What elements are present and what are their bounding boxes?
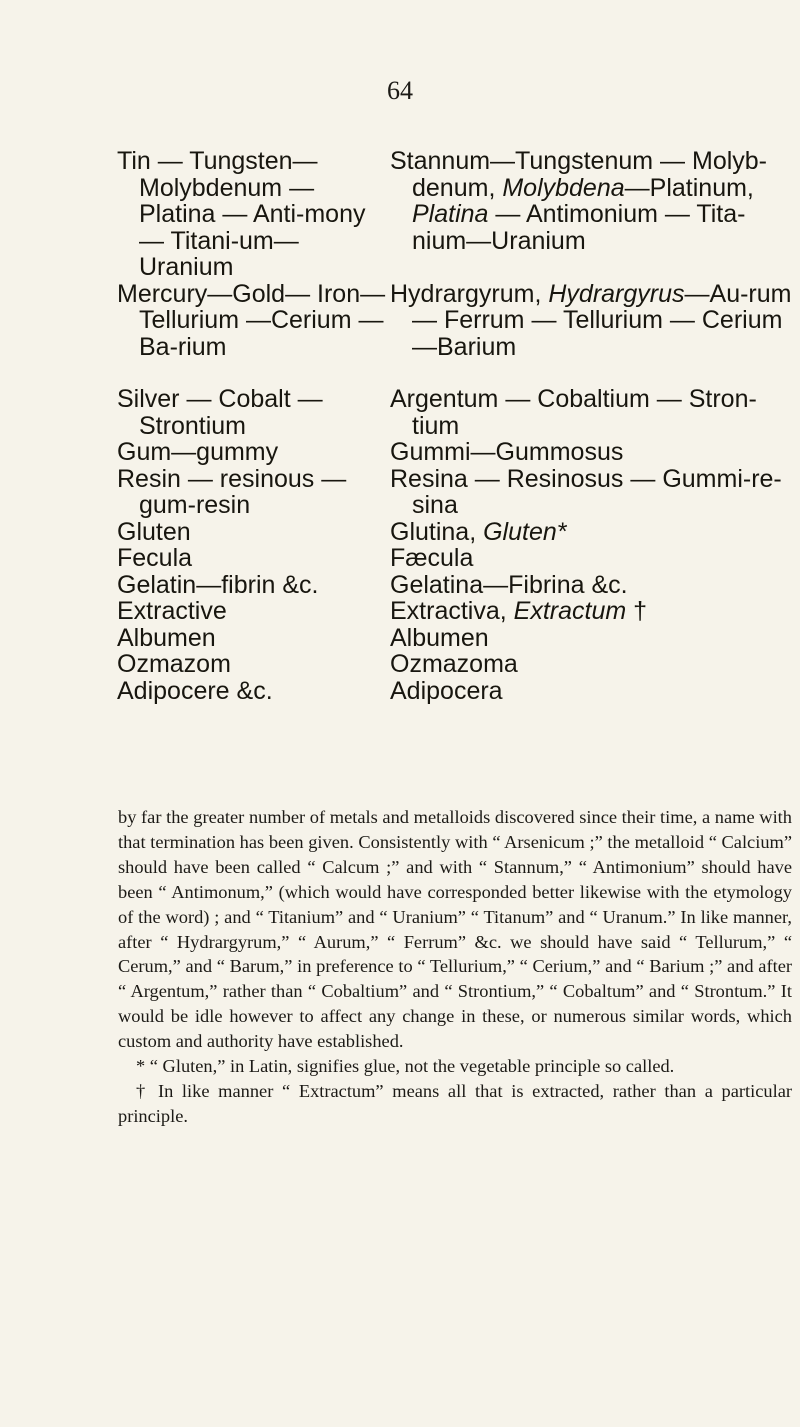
english-term: Gum—gummy <box>117 438 279 466</box>
english-term: Fecula <box>117 544 193 572</box>
table-row <box>117 625 797 652</box>
english-term: Ozmazom <box>117 650 231 678</box>
latin-term: Argentum — Cobaltium — Stron-tium <box>390 385 757 440</box>
latin-term: Glutina, Gluten* <box>390 517 567 546</box>
table-row <box>117 598 797 625</box>
table-row <box>117 519 797 546</box>
table-row <box>117 281 797 361</box>
table-row <box>117 386 797 439</box>
latin-term: Resina — Resinosus — Gummi-re-sina <box>390 464 782 519</box>
latin-term: Hydrargyrum, Hydrargyrus—Au-rum — Ferrum — Tellurium — Cerium—Barium <box>390 279 792 361</box>
table-row <box>117 439 797 466</box>
table-row <box>117 466 797 519</box>
table-row <box>117 651 797 678</box>
nomenclature-table <box>117 148 797 704</box>
english-term: Gluten <box>117 517 191 546</box>
table-row <box>117 545 797 572</box>
latin-term: Albumen <box>390 623 489 652</box>
latin-term: Gummi—Gummosus <box>390 438 624 466</box>
english-term: Adipocere &c. <box>117 676 273 705</box>
latin-term: Gelatina—Fibrina &c. <box>390 570 628 599</box>
latin-term: Adipocera <box>390 676 503 705</box>
footnote-gluten: * “ Gluten,” in Latin, signifies glue, not the vegetable principle so called. <box>136 1056 675 1077</box>
body-text <box>118 805 792 1129</box>
english-term: Extractive <box>117 597 227 625</box>
footnote-extractum: † In like manner “ Extractum” means all that is extracted, rather than a particular principle. <box>118 1080 792 1126</box>
english-term: Gelatin—fibrin &c. <box>117 570 319 599</box>
table-row <box>117 572 797 599</box>
english-term: Silver — Cobalt — Strontium <box>117 385 323 440</box>
english-term: Albumen <box>117 623 216 652</box>
latin-term: Ozmazoma <box>390 650 518 678</box>
english-term: Mercury—Gold— Iron—Tellurium —Cerium — Ba-rium <box>117 279 386 361</box>
latin-term: Stannum—Tungstenum — Molyb-denum, Molybdena—Platinum, Platina — Antimonium — Tita-nium—Uranium <box>390 147 768 255</box>
english-term: Tin — Tungsten— Molybdenum — Platina — Anti-mony — Titani-um—Uranium <box>117 147 366 281</box>
page-number: 64 <box>387 76 413 105</box>
latin-term: Extractiva, Extractum † <box>390 597 648 625</box>
table-row <box>117 148 797 281</box>
paragraph: by far the greater number of metals and metalloids discovered since their time, a name with that termination has been given. Consistently with “ Arsenicum ;” the metalloid “ Calcium” should have been called “ Calcum ;” and with “ Stannum,” “ Antimonium” should have been “ Antimonum,” (which would have corresponded better likewise with the etymology of the word) ; and “ Titanium” and “ Uranium” “ Titanum” and “ Uranum.” In like manner, after “ Hydrargyrum,” “ Aurum,” “ Ferrum” &c. we should have said “ Tellurum,” “ Cerum,” and “ Barum,” in preference to “ Tellurium,” “ Cerium,” and “ Barium ;” and after “ Argentum,” rather than “ Cobaltium” and “ Strontium,” “ Cobaltum” and “ Strontum.” It would be idle however to affect any change in these, or numerous similar words, which custom and authority have established. <box>118 807 792 1052</box>
latin-term: Fæcula <box>390 544 474 572</box>
table-row <box>117 678 797 705</box>
english-term: Resin — resinous — gum-resin <box>117 464 347 519</box>
